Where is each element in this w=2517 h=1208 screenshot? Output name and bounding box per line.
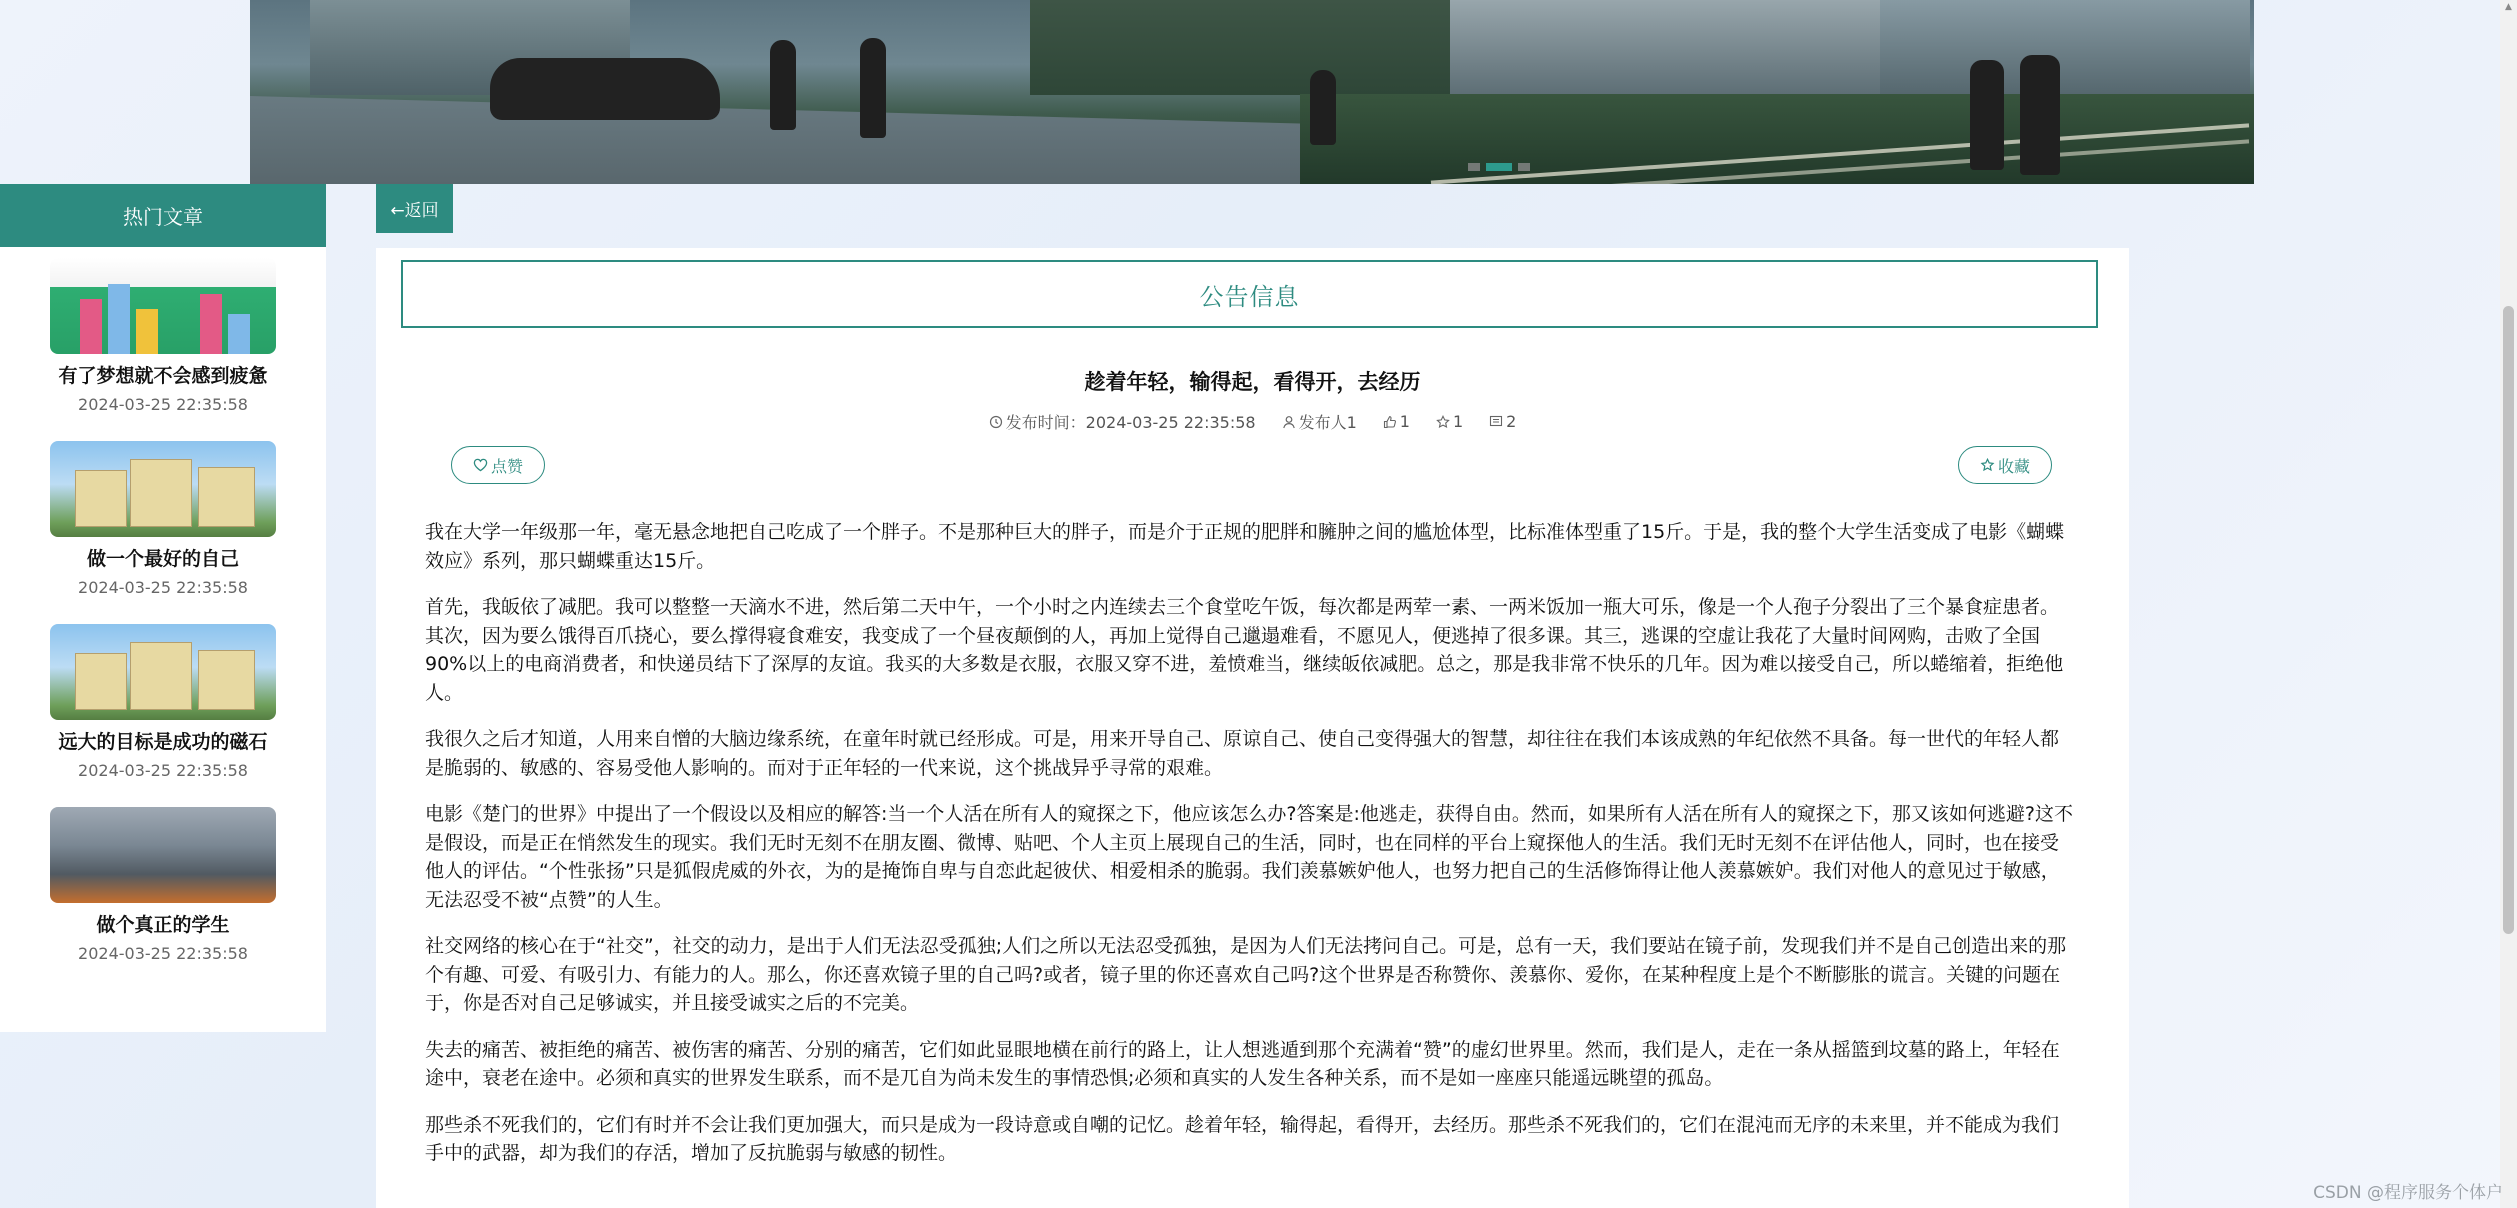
author [1282,410,1357,433]
like-count-text: 1 [1399,412,1410,431]
article-paragraph: 电影《楚门的世界》中提出了一个假设以及相应的解答:当一个人活在所有人的窥探之下，他应该怎么办?答案是:他逃走，获得自由。然而，如果所有人活在所有人的窥探之下，那又该如何逃避?这不是假设，而是正在悄然发生的现实。我们无时无刻不在朋友圈、微博、贴吧、个人主页上展现自己的生活，同时，也在同样的平台上窥探他人的生活。我们无时无刻不在评估他人，同时，也在接受他人的评估。“个性张扬”只是狐假虎威的外衣，为的是掩饰自卑与自恋此起彼伏、相爱相杀的脆弱。我们羡慕嫉妒他人，也努力把自己的生活修饰得让他人羡慕嫉妒。我们对他人的意见过于敏感，无法忍受不被“点赞”的人生。 [425,803,2073,911]
banner-building [1030,0,1450,95]
comment-count [1489,410,1516,433]
like-button[interactable] [451,446,545,484]
banner-person [1310,70,1336,145]
hot-article-title[interactable]: 做个真正的学生 [96,914,230,936]
hot-article-title[interactable]: 有了梦想就不会感到疲惫 [58,365,268,387]
favorite-button-label: 收藏 [1997,456,2030,476]
article-thumbnail[interactable] [50,807,276,903]
author-text: 发布人1 [1298,413,1357,432]
article-paragraph: 社交网络的核心在于“社交”，社交的动力，是出于人们无法忍受孤独;人们之所以无法忍受孤独，是因为人们无法拷问自己。可是，总有一天，我们要站在镜子前，发现我们并不是自己创造出来的那个有趣、可爱、有吸引力、有能力的人。那么，你还喜欢镜子里的自己吗?或者，镜子里的你还喜欢自己吗?这个世界是否称赞你、羡慕你、爱你，在某种程度上是个不断膨胀的谎言。关键的问题在于，你是否对自己足够诚实，并且接受诚实之后的不完美。 [425,935,2067,1014]
banner-person [2020,55,2060,175]
thumbs-up-icon [1383,415,1397,429]
article-paragraph: 失去的痛苦、被拒绝的痛苦、被伤害的痛苦、分别的痛苦，它们如此显眼地横在前行的路上，让人想逃遁到那个充满着“赞”的虚幻世界里。然而，我们是人，走在一条从摇篮到坟墓的路上，年轻在途中，衰老在途中。必须和真实的世界发生联系，而不是兀自为尚未发生的事情恐惧;必须和真实的人发生各种关系，而不是如一座座只能遥远眺望的孤岛。 [425,1038,2060,1089]
page-scrollbar[interactable] [2500,0,2517,1208]
banner-person [770,40,796,130]
hot-article-title[interactable]: 远大的目标是成功的磁石 [58,731,268,753]
sidebar-title: 热门文章 [0,184,326,247]
banner-car [490,58,720,120]
article-thumbnail[interactable] [50,441,276,537]
hot-articles-sidebar [0,184,326,1032]
article-paragraph: 首先，我皈依了减肥。我可以整整一天滴水不进，然后第二天中午，一个小时之内连续去三个食堂吃午饭，每次都是两荤一素、一两米饭加一瓶大可乐，像是一个人孢子分裂出了三个暴食症患者。其次，因为要么饿得百爪挠心，要么撑得寝食难安，我变成了一个昼夜颠倒的人，再加上觉得自己邋遢难看，不愿见人，便逃掉了很多课。其三，逃课的空虚让我花了大量时间网购，击败了全国90%以上的电商消费者，和快递员结下了深厚的友谊。我买的大多数是衣服，衣服又穿不进，羞愤难当，继续皈依减肥。总之，那是我非常不快乐的几年。因为难以接受自己，所以蜷缩着，拒绝他人。 [425,596,2064,704]
notice-header: 公告信息 [401,260,2098,328]
hot-article-date: 2024-03-25 22:35:58 [78,761,248,780]
publish-time [989,410,1256,433]
favorite-count [1436,410,1463,433]
hot-article-item[interactable] [0,441,326,598]
favorite-button[interactable] [1958,446,2052,484]
back-button[interactable]: ←返回 [376,184,453,233]
article-meta [376,410,2129,433]
carousel-dot-active[interactable] [1486,163,1512,171]
article-content [425,518,2075,1186]
clock-icon [989,415,1003,429]
article-thumbnail[interactable] [50,624,276,720]
banner-person [1970,60,2004,170]
hot-article-date: 2024-03-25 22:35:58 [78,578,248,597]
star-icon [1436,415,1450,429]
heart-icon [473,458,488,472]
banner-building [1450,0,1880,95]
hot-article-title[interactable]: 做一个最好的自己 [86,548,239,570]
favorite-count-text: 1 [1452,412,1464,431]
hot-article-date: 2024-03-25 22:35:58 [78,395,248,414]
carousel-indicators [1468,163,1530,171]
hot-article-item[interactable] [0,807,326,964]
publish-time-text: 发布时间：2024-03-25 22:35:58 [1005,413,1256,432]
article-panel [376,248,2129,1208]
article-thumbnail[interactable] [50,258,276,354]
carousel-dot[interactable] [1518,163,1530,171]
hot-article-item[interactable] [0,624,326,781]
scrollbar-thumb[interactable] [2503,306,2514,934]
article-paragraph: 我很久之后才知道，人用来自憎的大脑边缘系统，在童年时就已经形成。可是，用来开导自己、原谅自己、使自己变得强大的智慧，却往往在我们本该成熟的年纪依然不具备。每一世代的年轻人都是脆弱的、敏感的、容易受他人影响的。而对于正年轻的一代来说，这个挑战异乎寻常的艰难。 [425,728,2060,779]
banner-carousel[interactable] [250,0,2254,184]
scroll-up-arrow-icon[interactable]: ▲ [2505,2,2512,12]
article-title: 趁着年轻，输得起，看得开，去经历 [1084,370,1421,394]
comment-count-text: 2 [1506,412,1517,431]
like-button-label: 点赞 [490,456,523,476]
like-count [1383,410,1410,433]
comment-icon [1489,415,1503,429]
article-paragraph: 我在大学一年级那一年，毫无悬念地把自己吃成了一个胖子。不是那种巨大的胖子，而是介于正规的肥胖和臃肿之间的尴尬体型，比标准体型重了15斤。于是，我的整个大学生活变成了电影《蝴蝶效应》系列，那只蝴蝶重达15斤。 [425,521,2065,572]
hot-article-item[interactable] [0,258,326,415]
hot-article-date: 2024-03-25 22:35:58 [78,944,248,963]
banner-lawn [1300,94,2254,184]
watermark: CSDN @程序服务个体户 [2313,1183,2503,1203]
banner-building [1880,0,2250,95]
user-icon [1282,415,1296,429]
star-icon [1980,458,1995,472]
carousel-dot[interactable] [1468,163,1480,171]
article-paragraph: 那些杀不死我们的，它们有时并不会让我们更加强大，而只是成为一段诗意或自嘲的记忆。趁着年轻，输得起，看得开，去经历。那些杀不死我们的，它们在混沌而无序的未来里，并不能成为我们手中的武器，却为我们的存活，增加了反抗脆弱与敏感的韧性。 [425,1113,2060,1164]
banner-person [860,38,886,138]
